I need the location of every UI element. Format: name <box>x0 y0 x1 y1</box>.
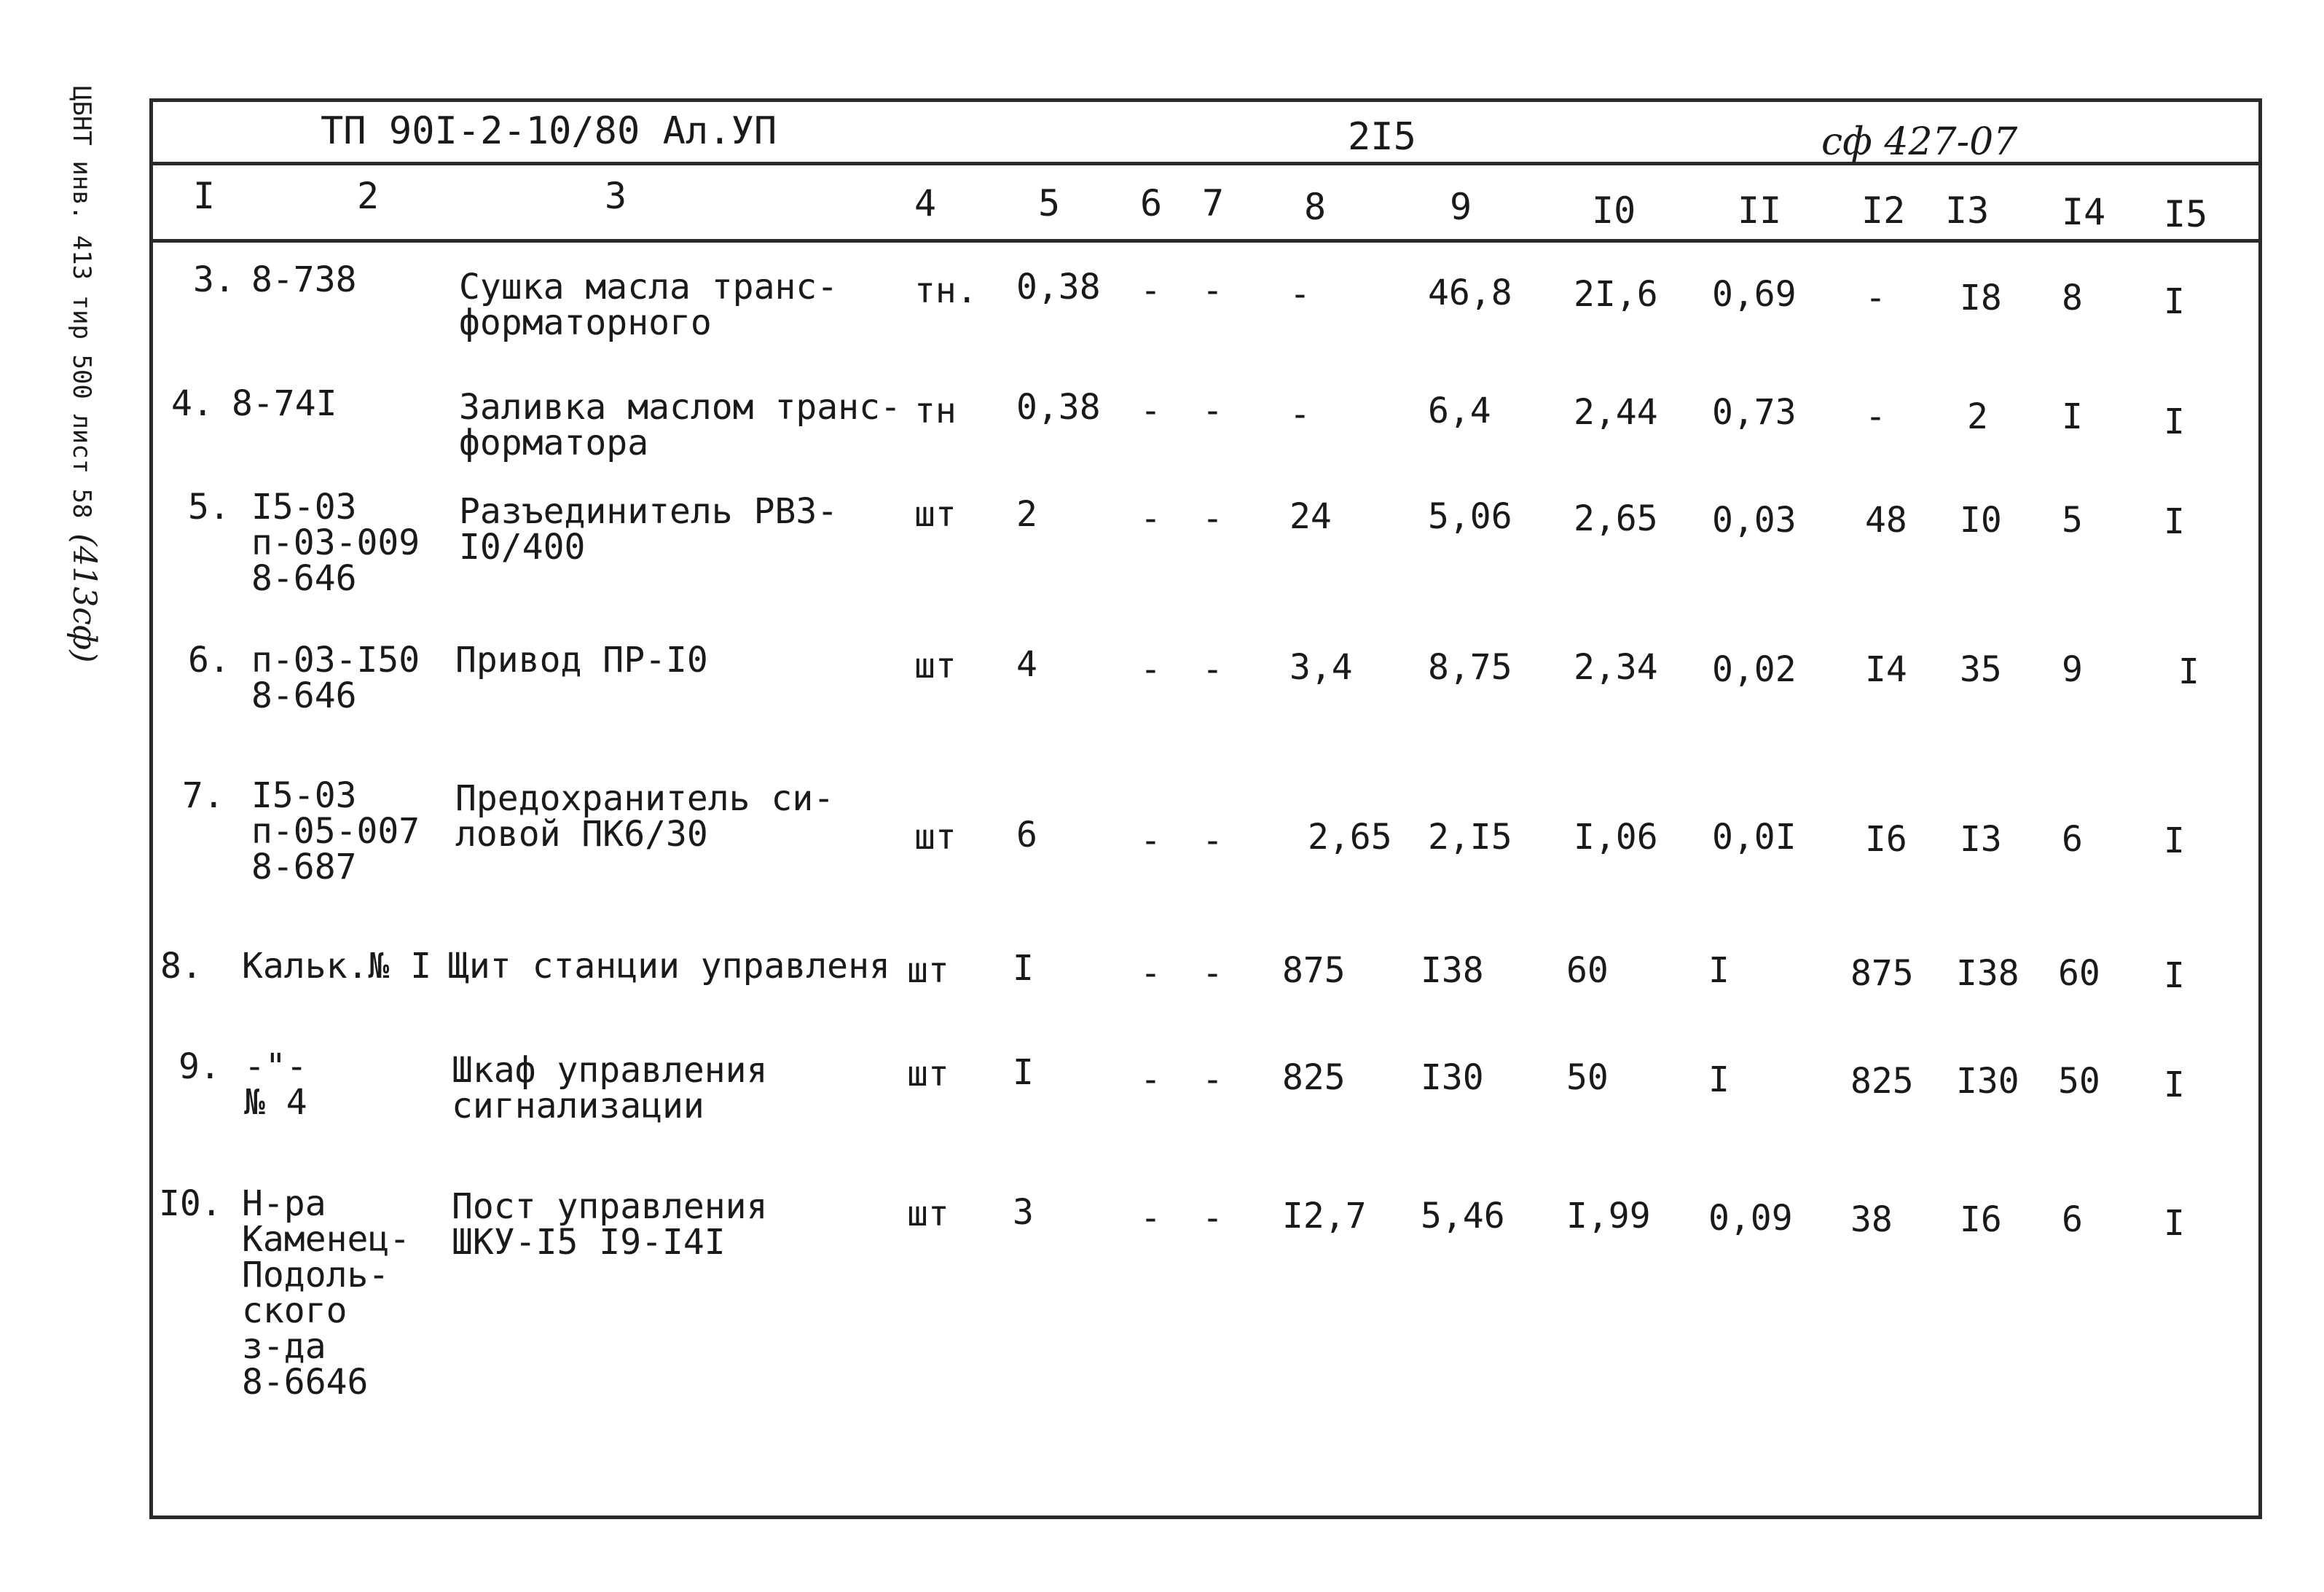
work-name: Разъединитель РВЗ- I0/400 <box>459 491 839 568</box>
unit: шт <box>907 950 949 991</box>
row-number: 6. <box>188 640 230 681</box>
unit: шт <box>914 494 957 535</box>
quantity: I <box>1013 1052 1034 1093</box>
col-15: I <box>2164 401 2185 442</box>
col-10: I,06 <box>1574 817 1658 858</box>
col-12: 48 <box>1865 500 1907 541</box>
col-14: 6 <box>2062 1199 2083 1240</box>
norm-code: Кальк.№ I <box>242 946 432 987</box>
work-name: Привод ПР-I0 <box>455 640 708 681</box>
unit: тн. <box>914 270 978 311</box>
doc-reference: ТП 90I-2-10/80 Ал.УП <box>321 109 777 153</box>
col-10: 50 <box>1566 1057 1609 1098</box>
col-8: - <box>1289 274 1311 315</box>
col-9: I30 <box>1421 1057 1484 1098</box>
col-8: 2,65 <box>1308 817 1392 858</box>
norm-code: 8-74I <box>232 383 337 424</box>
norm-code: -"- № 4 <box>244 1046 307 1123</box>
col-12: 875 <box>1850 953 1914 994</box>
column-number: I0 <box>1592 189 1636 232</box>
col-7: - <box>1202 498 1223 539</box>
norm-code: I5-03 п-03-009 8-646 <box>251 487 420 599</box>
col-9: 2,I5 <box>1428 817 1512 858</box>
unit: шт <box>914 646 957 686</box>
row-number: 8. <box>160 946 203 987</box>
col-9: I38 <box>1421 950 1484 991</box>
column-number: 7 <box>1202 182 1225 224</box>
col-11: 0,03 <box>1712 500 1797 541</box>
col-6: - <box>1140 498 1161 539</box>
col-6: - <box>1140 953 1161 994</box>
col-10: 2I,6 <box>1574 274 1658 315</box>
col-9: 5,46 <box>1421 1196 1505 1236</box>
col-6: - <box>1140 649 1161 690</box>
col-15: I <box>2164 1064 2185 1105</box>
col-8: 875 <box>1282 950 1346 991</box>
norm-code: п-03-I50 8-646 <box>251 640 420 716</box>
col-7: - <box>1202 1059 1223 1100</box>
col-13: 35 <box>1960 649 2002 690</box>
col-12: I4 <box>1865 649 1907 690</box>
quantity: 0,38 <box>1016 267 1101 307</box>
column-number: 4 <box>914 182 937 224</box>
margin-printed-note: ЦБНТ инв. 413 тир 500 лист 58 <box>67 86 96 519</box>
col-6: - <box>1140 1198 1161 1239</box>
col-7: - <box>1202 820 1223 861</box>
column-number: I4 <box>2062 191 2106 233</box>
work-name: Пост управления ШКУ-I5 I9-I4I <box>452 1186 768 1263</box>
col-14: 50 <box>2058 1061 2100 1102</box>
col-9: 46,8 <box>1428 272 1512 313</box>
col-10: 2,65 <box>1574 498 1658 539</box>
norm-code: 8-738 <box>251 259 357 300</box>
col-7: - <box>1202 391 1223 431</box>
quantity: 0,38 <box>1016 387 1101 428</box>
col-6: - <box>1140 1059 1161 1100</box>
quantity: I <box>1013 948 1034 989</box>
col-9: 6,4 <box>1428 391 1491 431</box>
col-7: - <box>1202 1198 1223 1239</box>
work-name: Предохранитель си- ловой ПК6/30 <box>455 778 835 855</box>
unit: тн <box>914 391 957 431</box>
col-14: 9 <box>2062 649 2083 690</box>
margin-handwritten-note: (413сф) <box>66 533 103 663</box>
col-11: 0,09 <box>1708 1198 1793 1239</box>
quantity: 3 <box>1013 1192 1034 1233</box>
column-number: I5 <box>2164 193 2208 235</box>
col-14: 60 <box>2058 953 2100 994</box>
column-number: I3 <box>1945 189 1990 232</box>
col-15: I <box>2164 501 2185 542</box>
col-10: 2,34 <box>1574 647 1658 688</box>
row-number: I0. <box>159 1183 222 1224</box>
quantity: 2 <box>1016 494 1037 535</box>
row-number: 5. <box>188 487 230 528</box>
col-11: 0,73 <box>1712 392 1797 433</box>
unit: шт <box>907 1193 949 1234</box>
norm-code: Н-ра Каменец- Подоль- ского з-да 8-6646 <box>242 1183 411 1403</box>
work-name: Сушка масла транс- форматорного <box>459 267 839 343</box>
col-14: 5 <box>2062 500 2083 541</box>
margin-archive-note <box>40 86 103 663</box>
column-number: I2 <box>1861 189 1906 232</box>
col-15: I <box>2164 955 2185 996</box>
col-8: 825 <box>1282 1057 1346 1098</box>
column-number: 3 <box>605 175 627 217</box>
col-15: I <box>2178 651 2199 692</box>
col-14: I <box>2062 396 2083 437</box>
unit: шт <box>907 1054 949 1094</box>
column-number: 6 <box>1140 182 1163 224</box>
col-12: - <box>1865 278 1886 318</box>
col-8: - <box>1289 394 1311 435</box>
col-11: I <box>1708 950 1730 991</box>
col-8: I2,7 <box>1282 1196 1367 1236</box>
col-7: - <box>1202 270 1223 311</box>
col-12: - <box>1865 396 1886 437</box>
col-10: 60 <box>1566 950 1609 991</box>
work-name: Заливка маслом транс- форматора <box>459 387 901 463</box>
col-13: I8 <box>1960 278 2002 318</box>
col-13: I38 <box>1956 953 2019 994</box>
col-12: 38 <box>1850 1199 1893 1240</box>
page-number: 2I5 <box>1348 115 1416 159</box>
row-number: 9. <box>178 1046 221 1087</box>
col-9: 5,06 <box>1428 496 1512 537</box>
column-number: 9 <box>1450 186 1472 228</box>
col-9: 8,75 <box>1428 647 1512 688</box>
col-15: I <box>2164 1203 2185 1244</box>
col-6: - <box>1140 270 1161 311</box>
col-10: I,99 <box>1566 1196 1651 1236</box>
col-12: I6 <box>1865 819 1907 860</box>
col-13: I0 <box>1960 500 2002 541</box>
norm-code: I5-03 п-05-007 8-687 <box>251 775 420 887</box>
column-number: I <box>193 175 216 217</box>
row-number: 3. <box>193 259 235 300</box>
col-10: 2,44 <box>1574 392 1658 433</box>
col-11: 0,02 <box>1712 649 1797 690</box>
col-13: I3 <box>1960 819 2002 860</box>
col-15: I <box>2164 820 2185 861</box>
col-13: I6 <box>1960 1199 2002 1240</box>
unit: шт <box>914 817 957 858</box>
col-8: 3,4 <box>1289 647 1353 688</box>
col-7: - <box>1202 649 1223 690</box>
col-6: - <box>1140 820 1161 861</box>
col-12: 825 <box>1850 1061 1914 1102</box>
column-number: II <box>1738 189 1782 232</box>
col-11: 0,0I <box>1712 817 1797 858</box>
col-14: 8 <box>2062 278 2083 318</box>
column-number: 8 <box>1304 186 1327 228</box>
column-number: 5 <box>1038 182 1061 224</box>
column-header-divider <box>149 239 2262 243</box>
row-number: 4. <box>171 383 213 424</box>
quantity: 6 <box>1016 815 1037 855</box>
col-13: I30 <box>1956 1061 2019 1102</box>
column-number: 2 <box>357 175 380 217</box>
sheet-code: сф 427-07 <box>1821 120 2018 164</box>
work-name: Щит станции управленя <box>448 946 890 987</box>
row-number: 7. <box>182 775 224 816</box>
col-8: 24 <box>1289 496 1332 537</box>
col-15: I <box>2164 281 2185 322</box>
col-11: 0,69 <box>1712 274 1797 315</box>
col-14: 6 <box>2062 819 2083 860</box>
col-13: 2 <box>1967 396 1988 437</box>
col-6: - <box>1140 391 1161 431</box>
quantity: 4 <box>1016 644 1037 685</box>
col-7: - <box>1202 953 1223 994</box>
work-name: Шкаф управления сигнализации <box>452 1050 768 1126</box>
col-11: I <box>1708 1059 1730 1100</box>
